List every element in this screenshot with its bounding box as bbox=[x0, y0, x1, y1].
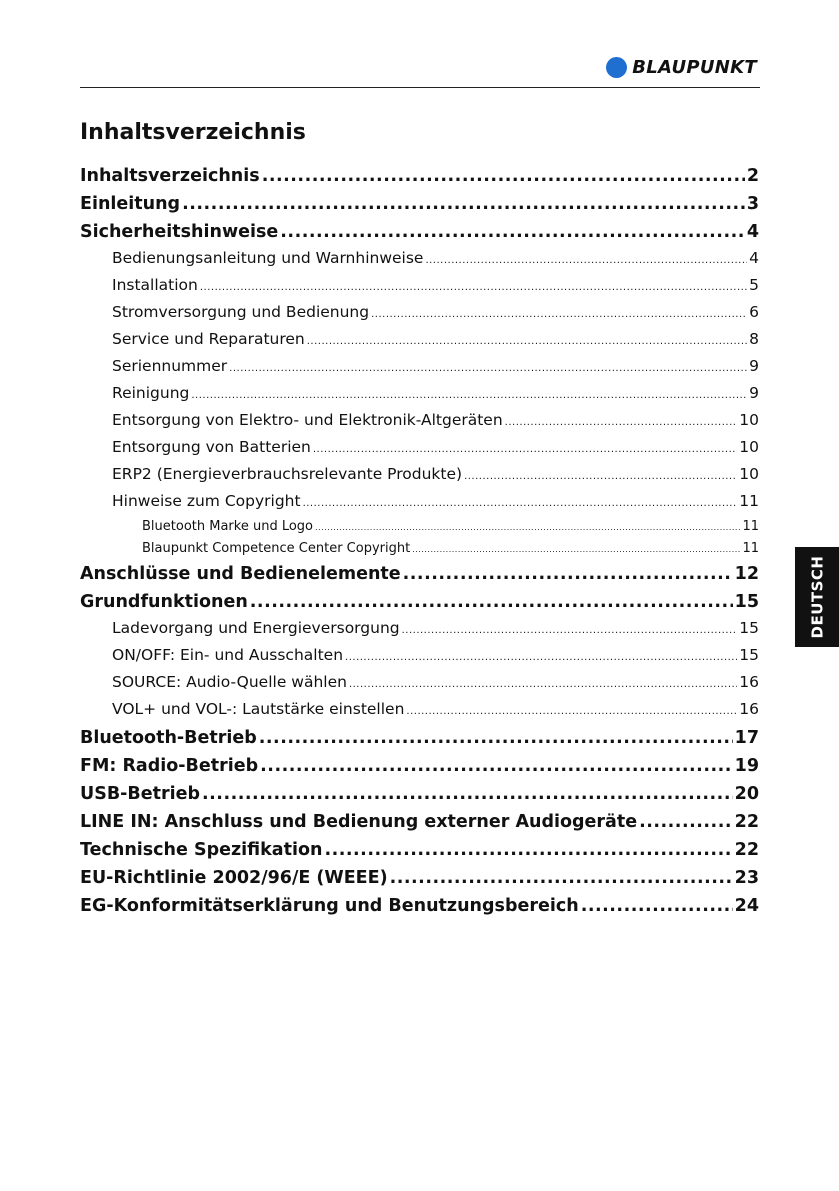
toc-entry[interactable] bbox=[80, 864, 759, 892]
toc-entry-page: 10 bbox=[739, 438, 759, 456]
toc-entry[interactable] bbox=[80, 516, 759, 538]
toc-entry-title: USB-Betrieb bbox=[80, 784, 201, 804]
toc-entry-title: Bedienungsanleitung und Warnhinweise bbox=[112, 249, 424, 267]
toc-entry-title: Einleitung bbox=[80, 194, 181, 214]
toc-entry[interactable] bbox=[80, 588, 759, 616]
toc-entry-title: VOL+ und VOL-: Lautstärke einstellen bbox=[112, 700, 405, 718]
toc-entry-title: Bluetooth-Betrieb bbox=[80, 728, 257, 748]
logo-dot-icon bbox=[606, 57, 627, 78]
toc-entry-page: 17 bbox=[734, 728, 759, 748]
toc-leader-dots bbox=[425, 249, 747, 273]
toc-entry[interactable] bbox=[80, 538, 759, 560]
toc-leader-dots bbox=[324, 836, 732, 864]
toc-entry[interactable] bbox=[80, 354, 759, 381]
toc-entry[interactable] bbox=[80, 190, 759, 218]
toc-entry-page: 19 bbox=[734, 756, 759, 776]
toc-entry-title: LINE IN: Anschluss und Bedienung externer Audiogeräte bbox=[80, 812, 638, 832]
toc-entry-page: 11 bbox=[739, 492, 759, 510]
toc-entry-title: SOURCE: Audio-Quelle wählen bbox=[112, 673, 347, 691]
toc-entry[interactable] bbox=[80, 218, 759, 246]
toc-leader-dots bbox=[402, 619, 738, 643]
toc-entry[interactable] bbox=[80, 300, 759, 327]
toc-entry[interactable] bbox=[80, 273, 759, 300]
toc-entry[interactable] bbox=[80, 752, 759, 780]
toc-entry[interactable] bbox=[80, 697, 759, 724]
toc-entry-page: 20 bbox=[734, 784, 759, 804]
brand-name: BLAUPUNKT bbox=[632, 57, 757, 78]
toc-entry-title: Entsorgung von Elektro- und Elektronik-Altgeräten bbox=[112, 411, 503, 429]
toc-leader-dots bbox=[262, 162, 745, 190]
toc-entry-title: Service und Reparaturen bbox=[112, 330, 305, 348]
toc-entry[interactable] bbox=[80, 246, 759, 273]
toc-entry-title: FM: Radio-Betrieb bbox=[80, 756, 259, 776]
toc-entry[interactable] bbox=[80, 616, 759, 643]
toc-entry-page: 12 bbox=[734, 564, 759, 584]
toc-entry[interactable] bbox=[80, 892, 759, 920]
toc-leader-dots bbox=[505, 411, 738, 435]
toc-entry-page: 4 bbox=[749, 249, 759, 267]
toc-leader-dots bbox=[390, 864, 733, 892]
toc-entry-page: 11 bbox=[742, 541, 759, 556]
toc-entry-page: 4 bbox=[746, 222, 759, 242]
toc-entry-page: 3 bbox=[746, 194, 759, 214]
toc-leader-dots bbox=[406, 700, 737, 724]
toc-entry-page: 22 bbox=[734, 840, 759, 860]
toc-entry[interactable] bbox=[80, 162, 759, 190]
language-tab-label: DEUTSCH bbox=[808, 555, 827, 639]
toc-entry-title: Installation bbox=[112, 276, 198, 294]
toc-entry[interactable] bbox=[80, 836, 759, 864]
toc-entry-page: 15 bbox=[739, 646, 759, 664]
toc-leader-dots bbox=[349, 673, 737, 697]
toc-entry[interactable] bbox=[80, 435, 759, 462]
toc-entry-title: Blaupunkt Competence Center Copyright bbox=[142, 541, 411, 556]
toc-entry-page: 10 bbox=[739, 465, 759, 483]
toc-entry[interactable] bbox=[80, 381, 759, 408]
toc-entry-title: EU-Richtlinie 2002/96/E (WEEE) bbox=[80, 868, 388, 888]
toc-leader-dots bbox=[250, 588, 733, 616]
toc-leader-dots bbox=[639, 808, 733, 836]
toc-entry-title: Sicherheitshinweise bbox=[80, 222, 279, 242]
toc-leader-dots bbox=[260, 752, 732, 780]
toc-leader-dots bbox=[371, 303, 747, 327]
toc-entry[interactable] bbox=[80, 643, 759, 670]
toc-entry-page: 15 bbox=[734, 592, 759, 612]
toc-leader-dots bbox=[280, 218, 745, 246]
toc-entry-page: 6 bbox=[749, 303, 759, 321]
brand-logo bbox=[606, 57, 757, 78]
toc-entry-title: Reinigung bbox=[112, 384, 190, 402]
toc-entry-page: 22 bbox=[734, 812, 759, 832]
toc-entry-title: ERP2 (Energieverbrauchsrelevante Produkte) bbox=[112, 465, 463, 483]
page-title: Inhaltsverzeichnis bbox=[80, 120, 306, 145]
toc-entry[interactable] bbox=[80, 489, 759, 516]
toc-entry[interactable] bbox=[80, 462, 759, 489]
toc-entry[interactable] bbox=[80, 670, 759, 697]
toc-leader-dots bbox=[313, 438, 737, 462]
toc-entry[interactable] bbox=[80, 808, 759, 836]
toc-leader-dots bbox=[412, 539, 740, 560]
toc-entry-page: 11 bbox=[742, 519, 759, 534]
toc-leader-dots bbox=[307, 330, 747, 354]
toc-entry-page: 15 bbox=[739, 619, 759, 637]
toc-entry-title: Technische Spezifikation bbox=[80, 840, 323, 860]
toc-entry-page: 16 bbox=[739, 673, 759, 691]
toc-leader-dots bbox=[403, 560, 733, 588]
toc-entry[interactable] bbox=[80, 327, 759, 354]
toc-entry-title: Grundfunktionen bbox=[80, 592, 248, 612]
toc-entry[interactable] bbox=[80, 780, 759, 808]
toc-leader-dots bbox=[200, 276, 747, 300]
toc-entry-page: 10 bbox=[739, 411, 759, 429]
toc-entry-page: 5 bbox=[749, 276, 759, 294]
toc-entry[interactable] bbox=[80, 560, 759, 588]
toc-entry[interactable] bbox=[80, 408, 759, 435]
toc-entry[interactable] bbox=[80, 724, 759, 752]
toc-entry-title: Seriennummer bbox=[112, 357, 228, 375]
toc-entry-title: Bluetooth Marke und Logo bbox=[142, 519, 313, 534]
toc-entry-title: ON/OFF: Ein- und Ausschalten bbox=[112, 646, 344, 664]
toc-leader-dots bbox=[202, 780, 733, 808]
toc-entry-page: 24 bbox=[734, 896, 759, 916]
toc-leader-dots bbox=[345, 646, 737, 670]
toc-leader-dots bbox=[229, 357, 747, 381]
toc-entry-title: Anschlüsse und Bedienelemente bbox=[80, 564, 401, 584]
toc-entry-title: Entsorgung von Batterien bbox=[112, 438, 311, 456]
toc-leader-dots bbox=[303, 492, 738, 516]
toc-entry-title: Ladevorgang und Energieversorgung bbox=[112, 619, 400, 637]
toc-leader-dots bbox=[259, 724, 733, 752]
toc-leader-dots bbox=[182, 190, 745, 218]
toc-entry-page: 9 bbox=[749, 357, 759, 375]
toc-entry-page: 16 bbox=[739, 700, 759, 718]
language-tab bbox=[795, 547, 839, 647]
toc-entry-page: 2 bbox=[746, 166, 759, 186]
toc-leader-dots bbox=[464, 465, 737, 489]
toc-leader-dots bbox=[581, 892, 733, 920]
toc-leader-dots bbox=[315, 517, 740, 538]
toc-entry-page: 8 bbox=[749, 330, 759, 348]
toc-entry-title: Stromversorgung und Bedienung bbox=[112, 303, 370, 321]
toc-entry-title: Hinweise zum Copyright bbox=[112, 492, 301, 510]
table-of-contents bbox=[80, 162, 759, 920]
toc-entry-page: 23 bbox=[734, 868, 759, 888]
toc-entry-page: 9 bbox=[749, 384, 759, 402]
header-divider bbox=[80, 87, 760, 88]
toc-entry-title: Inhaltsverzeichnis bbox=[80, 166, 260, 186]
toc-leader-dots bbox=[191, 384, 747, 408]
toc-entry-title: EG-Konformitätserklärung und Benutzungsbereich bbox=[80, 896, 579, 916]
